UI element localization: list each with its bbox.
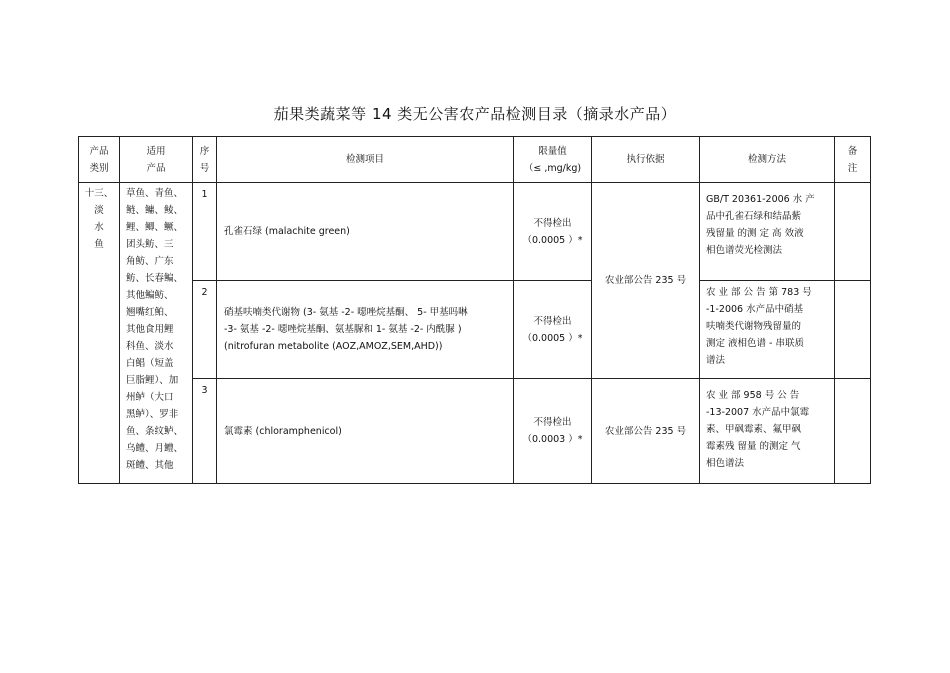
table-row	[79, 379, 871, 484]
table-row	[79, 281, 871, 379]
header-applicable: 适用 产品	[120, 137, 193, 183]
table-row	[79, 183, 871, 281]
seq-cell: 1	[193, 183, 217, 281]
header-category: 产品 类别	[79, 137, 120, 183]
page-title: 茄果类蔬菜等 14 类无公害农产品检测目录（摘录水产品）	[273, 105, 677, 123]
limit-cell: 不得检出 （0.0005 ）*	[514, 281, 592, 379]
method-cell: 农 业 部 公 告 第 783 号 -1-2006 水产品中硝基 呋喃类代谢物残留量的 测定 液相色谱 - 串联质 谱法	[700, 281, 835, 379]
limit-cell: 不得检出 （0.0003 ）*	[514, 379, 592, 484]
method-cell: GB/T 20361-2006 水 产 品中孔雀石绿和结晶紫 残留量 的测 定 高 效液 相色谱荧光检测法	[700, 183, 835, 281]
header-limit: 限量值 （≤ ,mg/kg)	[514, 137, 592, 183]
method-cell: 农 业 部 958 号 公 告 -13-2007 水产品中氯霉 素、甲砜霉素、氟甲砜 霉素残 留量 的测定 气 相色谱法	[700, 379, 835, 484]
limit-cell: 不得检出 （0.0005 ）*	[514, 183, 592, 281]
seq-cell: 3	[193, 379, 217, 484]
remark-cell	[835, 281, 871, 379]
basis-cell: 农业部公告 235 号	[592, 379, 700, 484]
header-remark: 备 注	[835, 137, 871, 183]
item-cell: 氯霉素 (chloramphenicol)	[217, 379, 514, 484]
header-row	[79, 137, 871, 183]
detection-table	[78, 136, 871, 484]
category-cell: 十三、 淡 水 鱼	[79, 183, 120, 484]
basis-cell: 农业部公告 235 号	[592, 183, 700, 379]
seq-cell: 2	[193, 281, 217, 379]
item-cell: 孔雀石绿 (malachite green)	[217, 183, 514, 281]
applicable-products-cell: 草鱼、青鱼、 鲢、鳙、鲮、 鲤、鲫、鳜、 团头鲂、三 角鲂、广东 鲂、长春鳊、 其他鳊鲂、 翘嘴红鲌、 其他食用鲤 科鱼、淡水 白鲳（短盖 巨脂鲤）、加 州鲈（大口 黑鲈）、罗非 鱼、条纹鲈、 乌鳢、月鳢、 斑鳢、其他	[120, 183, 193, 484]
remark-cell	[835, 379, 871, 484]
header-method: 检测方法	[700, 137, 835, 183]
header-basis: 执行依据	[592, 137, 700, 183]
item-cell: 硝基呋喃类代谢物 (3- 氨基 -2- 噁唑烷基酮、 5- 甲基吗啉 -3- 氨基 -2- 噁唑烷基酮、氨基脲和 1- 氨基 -2- 内酰脲 ) (nitrofuran metabolite (AOZ,AMOZ,SEM,AHD))	[217, 281, 514, 379]
remark-cell	[835, 183, 871, 281]
header-item: 检测项目	[217, 137, 514, 183]
header-seq: 序 号	[193, 137, 217, 183]
